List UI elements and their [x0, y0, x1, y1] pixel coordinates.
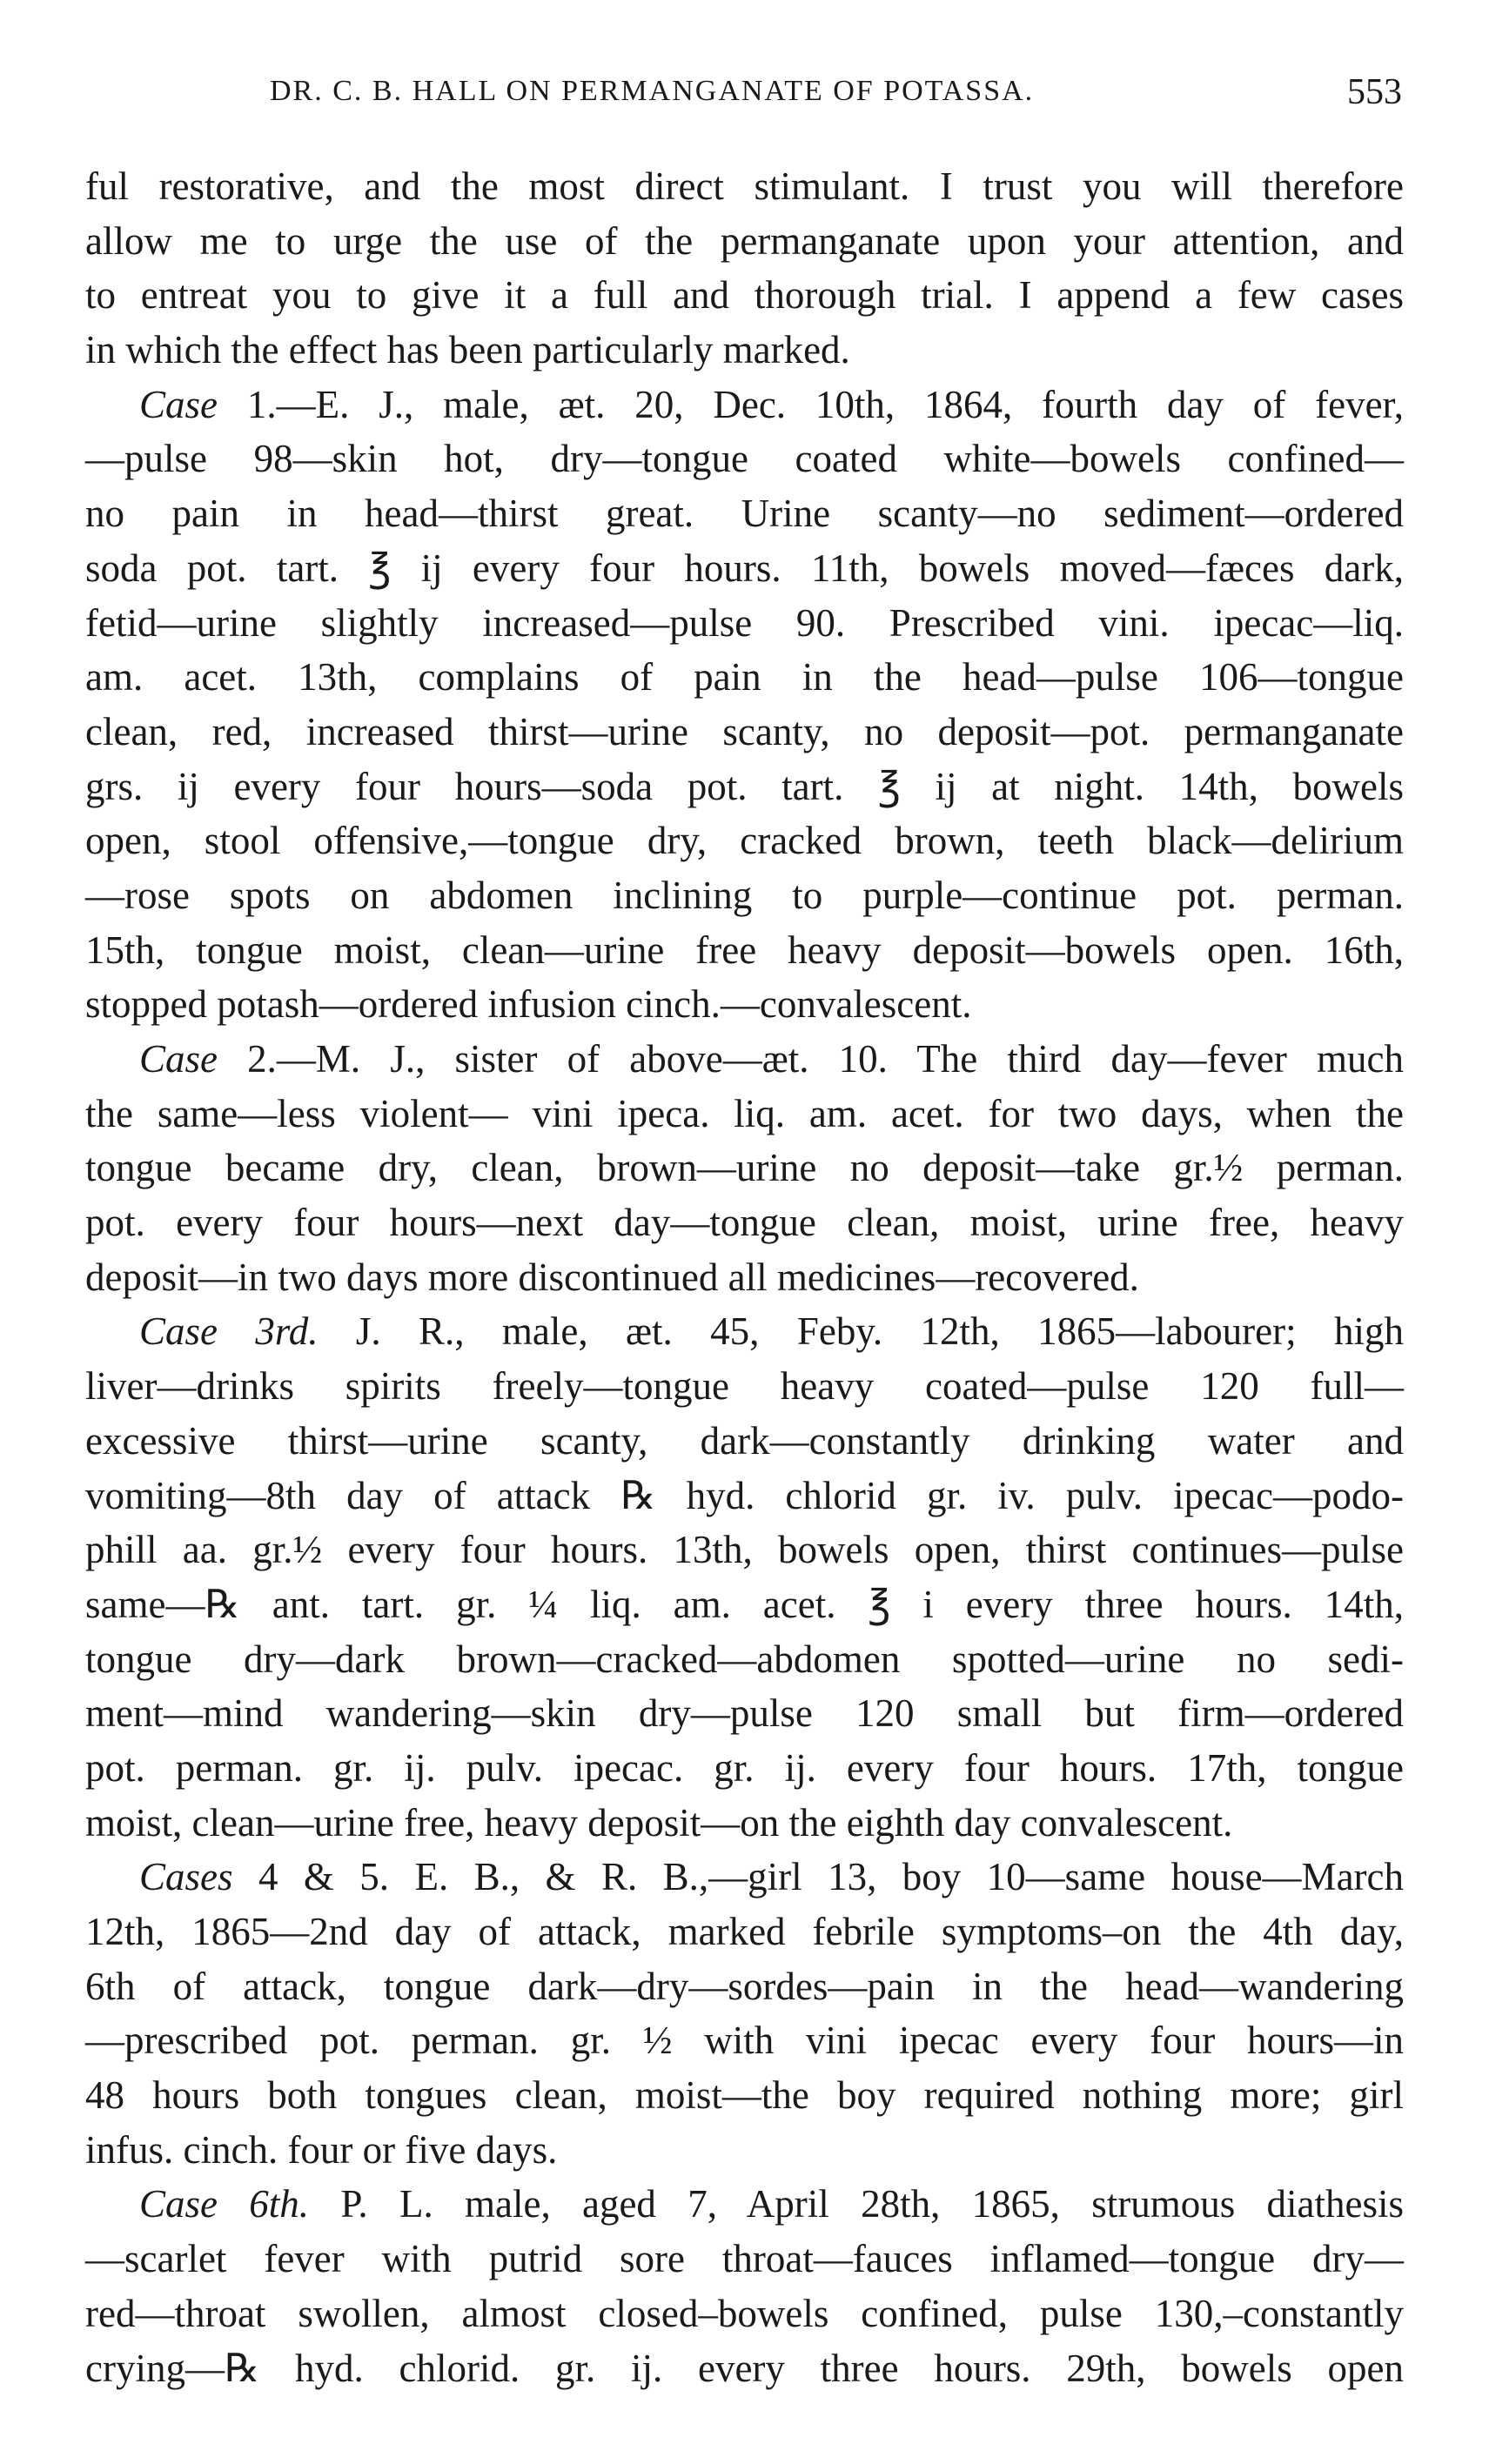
text-line: Cases 4 & 5. E. B., & R. B.,—girl 13, boy 10—same house—March [139, 1855, 1404, 1899]
text-line: ful restorative, and the most direct stimulant. I trust you will therefore [85, 164, 1404, 208]
text-line: Case 1.—E. J., male, æt. 20, Dec. 10th, 1864, fourth day of fever, [139, 382, 1404, 426]
text-line: 48 hours both tongues clean, moist—the boy required nothing more; girl [85, 2073, 1404, 2118]
case-label: Case [139, 382, 218, 426]
paragraph-case-6 [85, 2177, 1404, 2395]
text-line: —rose spots on abdomen inclining to purple—continue pot. perman. [85, 873, 1404, 917]
text-line: —prescribed pot. perman. gr. ½ with vini ipecac every four hours—in [85, 2019, 1404, 2063]
text-line: the same—less violent— vini ipeca. liq. am. acet. for two days, when the [85, 1091, 1404, 1135]
text-line: liver—drinks spirits freely—tongue heavy coated—pulse 120 full— [85, 1364, 1404, 1409]
text-line: deposit—in two days more discontinued all medicines—recovered. [85, 1255, 1139, 1299]
paragraph-case-1 [85, 378, 1404, 1032]
text-line: 12th, 1865—2nd day of attack, marked febrile symptoms–on the 4th day, [85, 1910, 1404, 1953]
text-line: —scarlet fever with putrid sore throat—fauces inflamed—tongue dry— [85, 2237, 1404, 2281]
case-label: Case [139, 1037, 218, 1081]
text-line: moist, clean—urine free, heavy deposit—on the eighth day convalescent. [85, 1800, 1233, 1845]
text-line: am. acet. 13th, complains of pain in the head—pulse 106—tongue [85, 655, 1404, 700]
text-line: infus. cinch. four or five days. [85, 2127, 558, 2172]
text-line: soda pot. tart. ℥ ij every four hours. 11th, bowels moved—fæces dark, [85, 546, 1404, 590]
text-line: excessive thirst—urine scanty, dark—constantly drinking water and [85, 1418, 1404, 1463]
text-line: pot. every four hours—next day—tongue clean, moist, urine free, heavy [85, 1201, 1404, 1245]
text-line: open, stool offensive,—tongue dry, cracked brown, teeth black—delirium [85, 819, 1404, 863]
running-title: DR. C. B. HALL ON PERMANGANATE OF POTASSA. [270, 75, 1035, 107]
text-line: Case 3rd. J. R., male, æt. 45, Feby. 12th, 1865—labourer; high [139, 1309, 1404, 1354]
case-label: Case 3rd. [139, 1309, 319, 1354]
paragraph-intro [85, 159, 1404, 378]
text-line: no pain in head—thirst great. Urine scanty—no sediment—ordered [85, 492, 1404, 536]
text-line: Case 6th. P. L. male, aged 7, April 28th, 1865, strumous diathesis [139, 2182, 1404, 2226]
text-line: allow me to urge the use of the permanganate upon your attention, and [85, 218, 1404, 263]
case-label: Cases [139, 1855, 233, 1899]
text-line: ment—mind wandering—skin dry—pulse 120 small but firm—ordered [85, 1691, 1404, 1736]
text-line: 15th, tongue moist, clean—urine free heavy deposit—bowels open. 16th, [85, 927, 1404, 972]
text-line: tongue dry—dark brown—cracked—abdomen spotted—urine no sedi- [85, 1637, 1404, 1681]
text-line: phill aa. gr.½ every four hours. 13th, bowels open, thirst continues—pulse [85, 1528, 1404, 1572]
text-line: clean, red, increased thirst—urine scanty, no deposit—pot. permanganate [85, 709, 1404, 753]
paragraph-cases-4-5 [85, 1850, 1404, 2177]
text-line: fetid—urine slightly increased—pulse 90. Prescribed vini. ipecac—liq. [85, 600, 1404, 645]
text-line: grs. ij every four hours—soda pot. tart. ℥ ij at night. 14th, bowels [85, 764, 1404, 808]
body-text [85, 159, 1404, 2395]
text-line: red—throat swollen, almost closed–bowels confined, pulse 130,–constantly [85, 2291, 1404, 2335]
case-label: Case 6th. [139, 2182, 310, 2226]
text-line: same—℞ ant. tart. gr. ¼ liq. am. acet. ℥ i every three hours. 14th, [85, 1582, 1404, 1626]
text-line: 6th of attack, tongue dark—dry—sordes—pain in the head—wandering [85, 1964, 1404, 2008]
text-line: vomiting—8th day of attack ℞ hyd. chlorid gr. iv. pulv. ipecac—podo- [85, 1473, 1404, 1517]
page-number: 553 [1347, 72, 1402, 112]
text-line: pot. perman. gr. ij. pulv. ipecac. gr. ij. every four hours. 17th, tongue [85, 1745, 1404, 1790]
running-header [87, 72, 1402, 127]
text-line: to entreat you to give it a full and thorough trial. I append a few cases [85, 273, 1404, 318]
text-line: Case 2.—M. J., sister of above—æt. 10. The third day—fever much [139, 1037, 1404, 1081]
text-line: crying—℞ hyd. chlorid. gr. ij. every three hours. 29th, bowels open [85, 2346, 1404, 2390]
paragraph-case-2 [85, 1032, 1404, 1304]
paragraph-case-3 [85, 1304, 1404, 1850]
text-line: tongue became dry, clean, brown—urine no deposit—take gr.½ perman. [85, 1146, 1404, 1190]
text-line: stopped potash—ordered infusion cinch.—convalescent. [85, 982, 972, 1027]
text-line: —pulse 98—skin hot, dry—tongue coated white—bowels confined— [85, 437, 1404, 481]
text-line: in which the effect has been particularly marked. [85, 328, 850, 372]
